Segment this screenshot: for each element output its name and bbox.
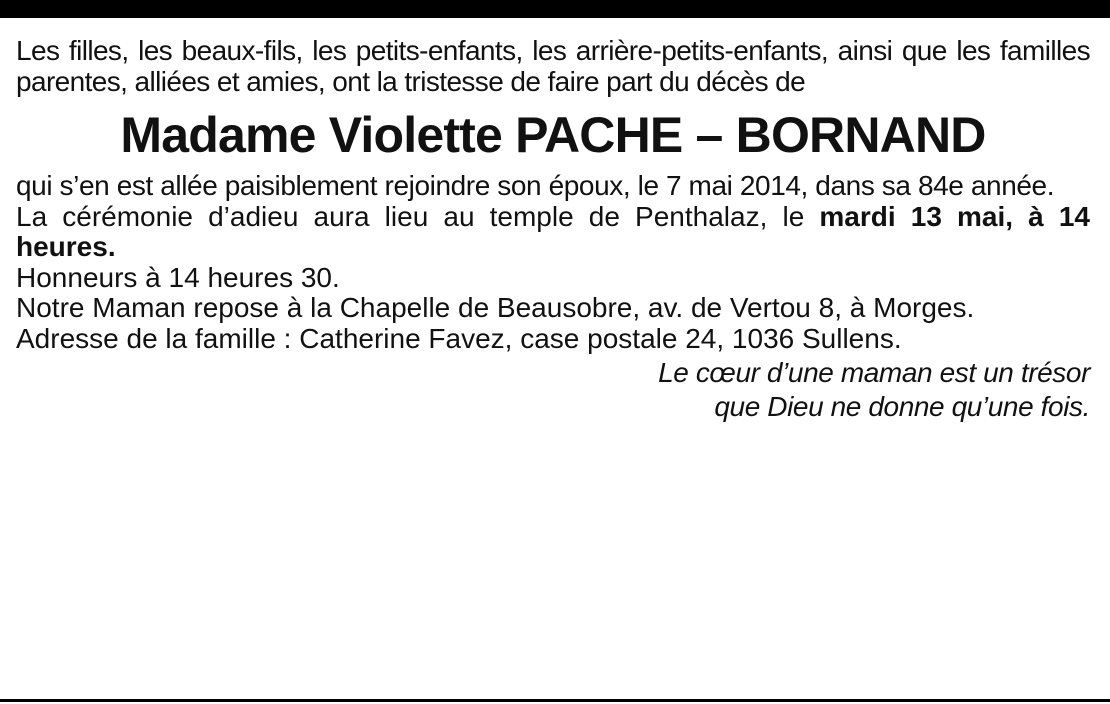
quote-line-1: Le cœur d’une maman est un trésor <box>658 357 1090 388</box>
closing-quote <box>16 356 1090 424</box>
passing-paragraph: qui s’en est allée paisiblement rejoindre son époux, le 7 mai 2014, dans sa 84e année. <box>16 170 1055 201</box>
ceremony-text: La cérémonie d’adieu aura lieu au temple de Penthalaz, le <box>16 200 820 232</box>
honours-line: Honneurs à 14 heures 30. <box>16 261 340 293</box>
ceremony-paragraph <box>16 202 1090 263</box>
quote-line-2: que Dieu ne donne qu’une fois. <box>714 391 1090 422</box>
death-notice <box>16 36 1090 424</box>
ceremony-date-time: mardi 13 mai, à 14 heures. <box>16 200 1090 262</box>
resting-place-paragraph: Notre Maman repose à la Chapelle de Beausobre, av. de Vertou 8, à Morges. <box>16 292 975 323</box>
bottom-border-rule <box>0 699 1110 702</box>
family-address-line: Adresse de la famille : Catherine Favez, case postale 24, 1036 Sullens. <box>16 322 902 354</box>
deceased-name: Madame Violette PACHE – BORNAND <box>120 107 986 163</box>
intro-paragraph: Les filles, les beaux-fils, les petits-enfants, les arrière-petits-enfants, ainsi que les familles parentes, alliées et amies, ont la tristesse de faire part du décès de <box>16 35 1090 97</box>
top-border-rule <box>0 0 1110 18</box>
